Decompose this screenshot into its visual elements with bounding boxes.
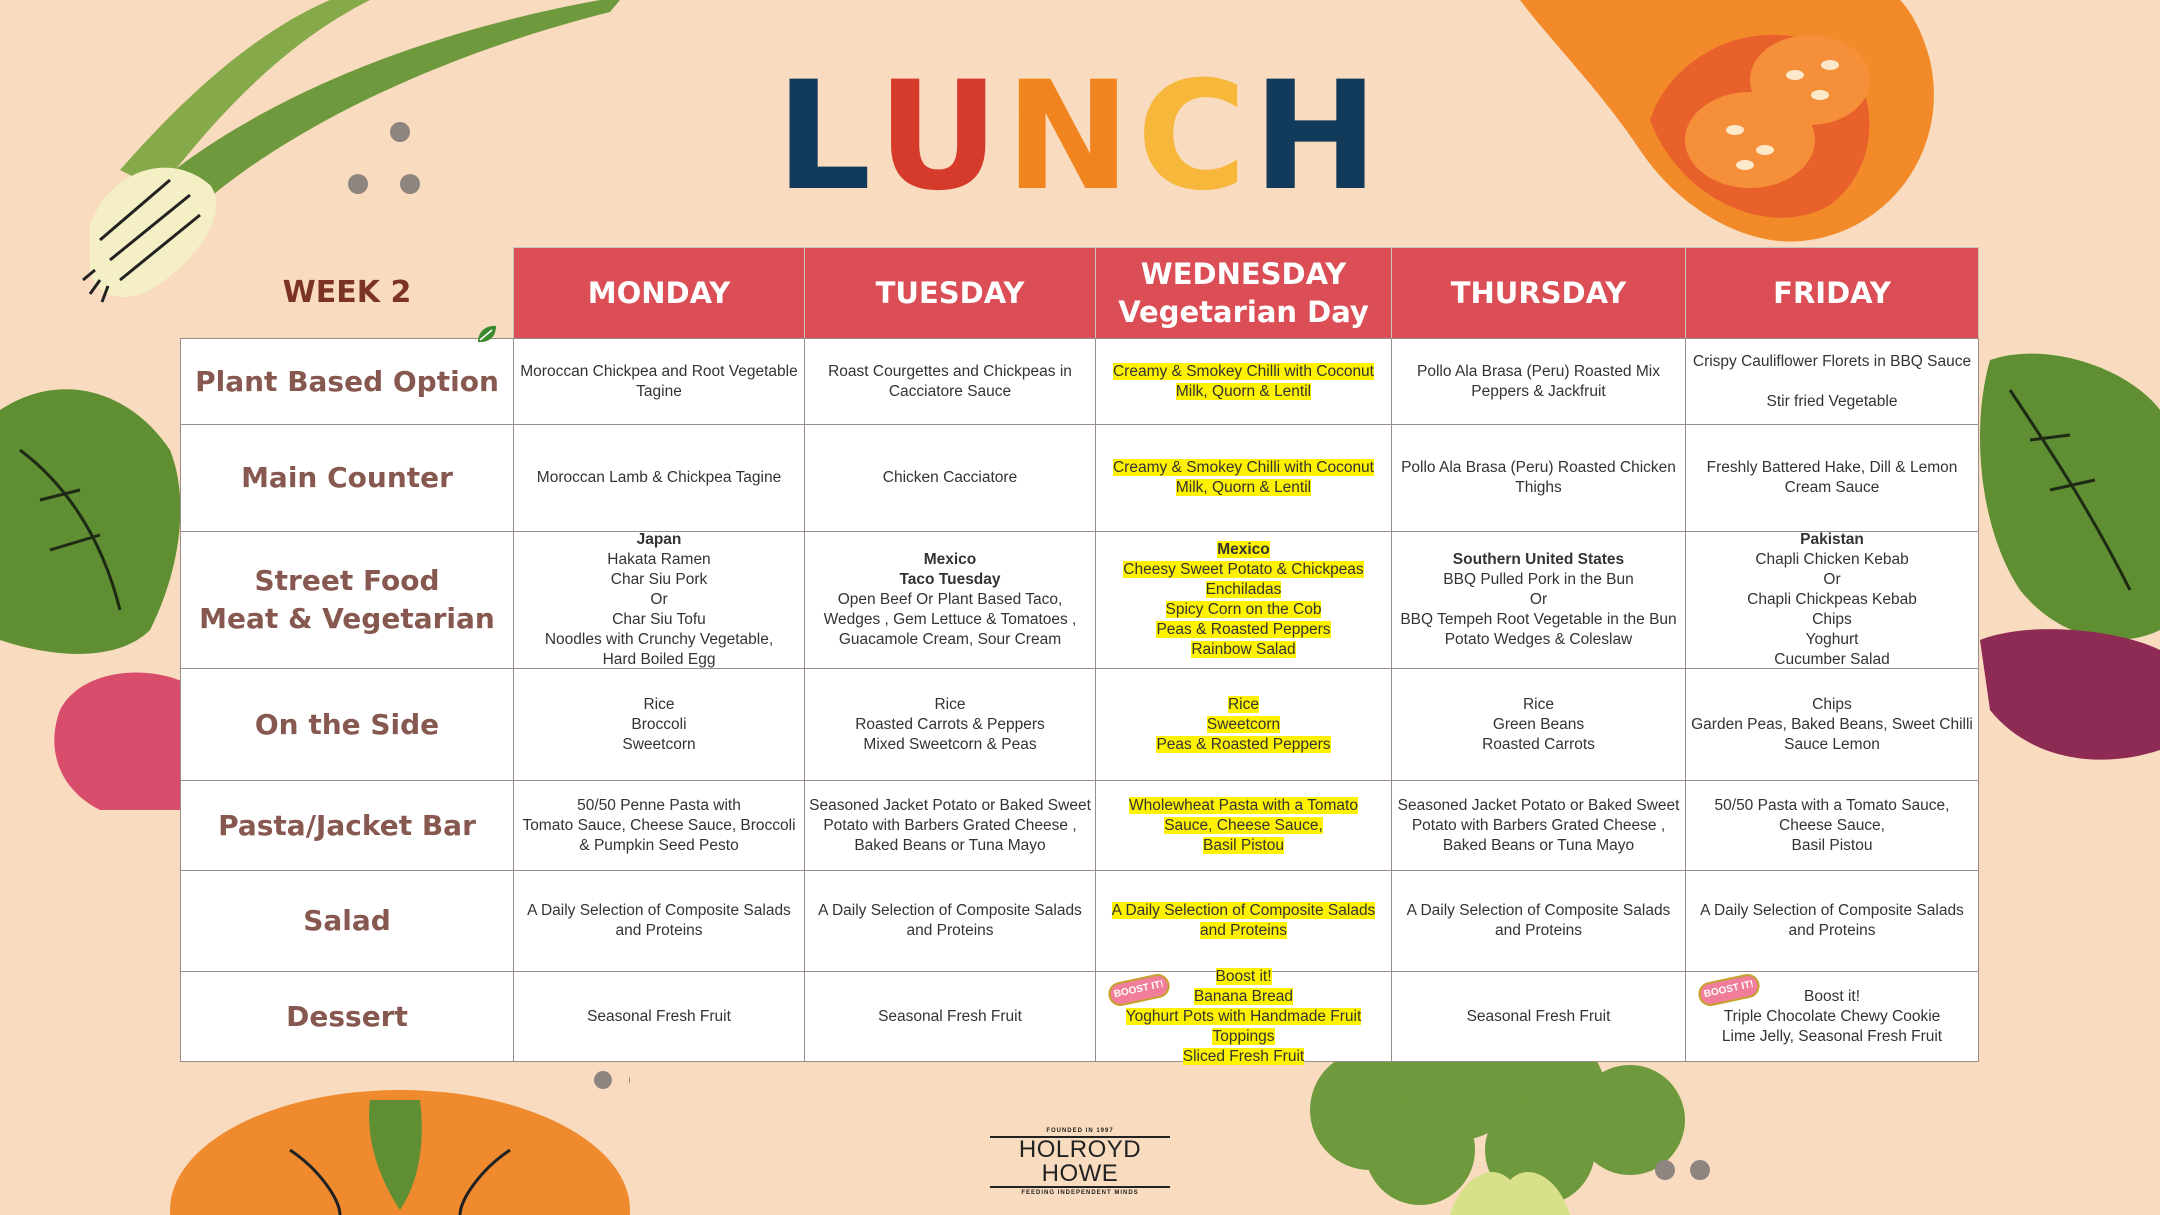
menu-cell <box>513 668 805 781</box>
menu-line: Noodles with Crunchy Vegetable, <box>544 631 774 648</box>
menu-line: Tomato Sauce, Cheese Sauce, Broccoli <box>522 816 796 834</box>
menu-line: Sweetcorn <box>1206 715 1281 733</box>
menu-line: Potato Wedges & Coleslaw <box>1444 631 1633 648</box>
menu-line: Open Beef Or Plant Based Taco, Wedges , Gem Lettuce & Tomatoes , Guacamole Cream, Sour Cream <box>823 591 1077 648</box>
day-label: MONDAY <box>587 276 731 310</box>
menu-line: Rice <box>934 695 966 713</box>
menu-line: Rice <box>1522 695 1554 713</box>
menu-line: Sliced Fresh Fruit <box>1182 1047 1305 1065</box>
menu-cell <box>1391 531 1686 669</box>
menu-line: Cheesy Sweet Potato & Chickpeas <box>1123 561 1364 578</box>
menu-line: Basil Pistou <box>1203 836 1284 854</box>
menu-line: Boost it! <box>1215 967 1272 985</box>
menu-line: Peas & Roasted Peppers <box>1156 621 1331 638</box>
day-label: FRIDAY <box>1773 276 1891 310</box>
menu-line: A Daily Selection of Composite Salads and Proteins <box>1406 902 1671 939</box>
menu-cell <box>804 971 1096 1062</box>
menu-cell <box>1095 870 1392 972</box>
menu-line: Sauce, Cheese Sauce, <box>1164 816 1323 834</box>
menu-line: Or <box>1823 571 1841 588</box>
menu-cell <box>1685 780 1979 871</box>
menu-line: Mixed Sweetcorn & Peas <box>863 735 1037 753</box>
menu-line <box>1830 372 1834 392</box>
menu-line: Seasonal Fresh Fruit <box>878 1007 1022 1025</box>
row-label: Pasta/Jacket Bar <box>180 780 514 871</box>
menu-cell <box>1095 424 1392 532</box>
title-letter: N <box>1005 50 1137 224</box>
menu-line: Japan <box>636 531 682 548</box>
menu-line: Milk, Quorn & Lentil <box>1175 382 1312 400</box>
menu-line: Chips <box>1812 611 1852 628</box>
row-label: Main Counter <box>180 424 514 532</box>
menu-line: Pollo Ala Brasa (Peru) Roasted Chicken Thighs <box>1401 459 1676 496</box>
menu-line: Seasonal Fresh Fruit <box>1466 1007 1611 1025</box>
holroyd-howe-logo <box>990 1128 1170 1196</box>
menu-line: Garden Peas, Baked Beans, Sweet Chilli Sauce Lemon <box>1691 715 1973 753</box>
menu-cell <box>1095 967 1392 1065</box>
menu-cell <box>1095 780 1392 871</box>
menu-cell <box>1685 531 1979 669</box>
logo-tagline: FEEDING INDEPENDENT MINDS <box>1021 1190 1139 1196</box>
menu-line: Moroccan Lamb & Chickpea Tagine <box>536 469 782 486</box>
menu-line: Creamy & Smokey Chilli with Coconut <box>1112 459 1374 476</box>
menu-cell <box>1685 971 1979 1062</box>
day-label: WEDNESDAY Vegetarian Day <box>1118 257 1369 329</box>
menu-line: & Pumpkin Seed Pesto <box>579 836 739 854</box>
boost-it-badge-icon: BOOST IT! <box>1696 972 1762 1008</box>
title-letter: L <box>775 50 878 224</box>
menu-line: Mexico <box>1217 541 1270 558</box>
menu-line: Creamy & Smokey Chilli with Coconut <box>1112 362 1374 380</box>
menu-line: Cheese Sauce, <box>1779 816 1885 834</box>
menu-line: Or <box>650 591 668 608</box>
lunch-title <box>0 50 2160 224</box>
menu-line: Green Beans <box>1492 715 1585 733</box>
menu-line: Enchiladas <box>1205 581 1282 598</box>
menu-line: Mexico <box>923 551 977 568</box>
menu-line: Freshly Battered Hake, Dill & Lemon Cream Sauce <box>1706 459 1958 496</box>
menu-cell <box>1391 338 1686 425</box>
menu-line: Southern United States <box>1452 551 1625 568</box>
menu-line: Triple Chocolate Chewy Cookie <box>1723 1007 1941 1025</box>
menu-line: Seasonal Fresh Fruit <box>587 1007 731 1025</box>
menu-line: Chapli Chickpeas Kebab <box>1747 591 1917 608</box>
menu-line: Pakistan <box>1800 531 1864 548</box>
logo-brand: HOLROYD HOWE <box>990 1136 1170 1188</box>
beetroot-right-illustration <box>1970 330 2160 770</box>
menu-cell <box>804 668 1096 781</box>
menu-line: Rainbow Salad <box>1191 641 1296 658</box>
menu-cell <box>1685 424 1979 532</box>
menu-line: Seasoned Jacket Potato or Baked Sweet Potato with Barbers Grated Cheese , Baked Beans or Tuna Mayo <box>809 796 1091 854</box>
menu-line: Yoghurt Pots with Handmade Fruit <box>1125 1007 1362 1025</box>
menu-cell <box>1095 668 1392 781</box>
menu-cell <box>1685 338 1979 425</box>
menu-line: Stir fried Vegetable <box>1766 392 1898 410</box>
menu-line: Chips <box>1812 695 1852 713</box>
menu-line: Chicken Cacciatore <box>882 469 1018 486</box>
day-header-monday <box>513 247 805 339</box>
day-header-thursday <box>1391 247 1686 339</box>
title-letter: C <box>1136 50 1253 224</box>
row-label: Plant Based Option <box>180 338 514 425</box>
row-label: Salad <box>180 870 514 972</box>
menu-line: Wholewheat Pasta with a Tomato <box>1129 796 1358 814</box>
menu-line: Broccoli <box>631 715 687 733</box>
menu-line: Spicy Corn on the Cob <box>1165 601 1322 618</box>
menu-line: Roasted Carrots <box>1482 735 1595 753</box>
menu-line: Pollo Ala Brasa (Peru) Roasted Mix Peppers & Jackfruit <box>1417 362 1660 400</box>
boost-it-badge-icon: BOOST IT! <box>1106 972 1172 1008</box>
menu-line: 50/50 Penne Pasta with <box>577 796 741 814</box>
menu-line: Hakata Ramen <box>607 551 711 568</box>
menu-cell <box>1685 668 1979 781</box>
menu-line: A Daily Selection of Composite Salads and Proteins <box>818 902 1082 939</box>
menu-line: Char Siu Tofu <box>612 611 706 628</box>
menu-line: Banana Bread <box>1193 987 1294 1005</box>
menu-line: Milk, Quorn & Lentil <box>1175 479 1312 496</box>
menu-cell <box>513 338 805 425</box>
menu-cell <box>1391 971 1686 1062</box>
beetroot-left-illustration <box>0 330 200 810</box>
menu-line: Chapli Chicken Kebab <box>1755 551 1909 568</box>
day-label: THURSDAY <box>1450 276 1627 310</box>
title-letter: H <box>1252 50 1385 224</box>
menu-line: Rice <box>1227 695 1259 713</box>
menu-line: Basil Pistou <box>1791 836 1873 854</box>
menu-line: BBQ Pulled Pork in the Bun <box>1443 571 1634 588</box>
menu-line: BBQ Tempeh Root Vegetable in the Bun <box>1400 611 1677 628</box>
menu-cell <box>804 424 1096 532</box>
menu-line: Lime Jelly, Seasonal Fresh Fruit <box>1721 1027 1943 1045</box>
day-header-wednesday <box>1095 247 1392 339</box>
menu-cell <box>804 870 1096 972</box>
week-label: WEEK 2 <box>282 275 412 310</box>
menu-line: Taco Tuesday <box>899 571 1001 588</box>
menu-cell <box>513 531 805 669</box>
pumpkin-illustration <box>170 1060 630 1215</box>
menu-line: Roast Courgettes and Chickpeas in Cacciatore Sauce <box>828 362 1072 400</box>
menu-cell <box>513 424 805 532</box>
title-letter: U <box>877 50 1006 224</box>
menu-cell <box>1391 424 1686 532</box>
row-label: Dessert <box>180 971 514 1062</box>
menu-cell <box>1391 870 1686 972</box>
menu-line: Moroccan Chickpea and Root Vegetable Tagine <box>520 362 798 400</box>
menu-line: Sweetcorn <box>622 735 696 753</box>
row-label: On the Side <box>180 668 514 781</box>
menu-cell <box>513 971 805 1062</box>
menu-cell <box>804 780 1096 871</box>
day-header-tuesday <box>804 247 1096 339</box>
menu-table <box>180 247 1978 1065</box>
menu-line: Roasted Carrots & Peppers <box>855 715 1045 733</box>
menu-line: A Daily Selection of Composite Salads and Proteins <box>1700 902 1964 939</box>
menu-line: Peas & Roasted Peppers <box>1156 735 1331 753</box>
menu-line: Toppings <box>1212 1027 1275 1045</box>
menu-line: Yoghurt <box>1805 631 1859 648</box>
menu-cell <box>1095 531 1392 669</box>
menu-cell <box>1391 780 1686 871</box>
day-label: TUESDAY <box>875 276 1025 310</box>
menu-cell <box>804 531 1096 669</box>
menu-line: Crispy Cauliflower Florets in BBQ Sauce <box>1692 352 1972 370</box>
row-label: Street Food Meat & Vegetarian <box>180 531 514 669</box>
menu-cell <box>513 870 805 972</box>
menu-line: and Proteins <box>1199 922 1288 939</box>
menu-line: Or <box>1529 591 1548 608</box>
menu-cell <box>1685 870 1979 972</box>
menu-line: Hard Boiled Egg <box>602 651 716 668</box>
menu-line: 50/50 Pasta with a Tomato Sauce, <box>1714 796 1950 814</box>
logo-founded: FOUNDED IN 1997 <box>1046 1128 1114 1134</box>
menu-cell <box>513 780 805 871</box>
menu-line: A Daily Selection of Composite Salads <box>1111 902 1376 919</box>
day-header-friday <box>1685 247 1979 339</box>
menu-line: Char Siu Pork <box>610 571 708 588</box>
plant-based-leaf-icon <box>474 322 500 348</box>
menu-line: Boost it! <box>1804 987 1860 1005</box>
menu-cell <box>804 338 1096 425</box>
menu-line: Cucumber Salad <box>1774 651 1890 668</box>
menu-line: A Daily Selection of Composite Salads and Proteins <box>527 902 791 939</box>
menu-line: Seasoned Jacket Potato or Baked Sweet Potato with Barbers Grated Cheese , Baked Beans or Tuna Mayo <box>1397 796 1680 854</box>
menu-line: Rice <box>643 695 675 713</box>
menu-cell <box>1095 338 1392 425</box>
menu-cell <box>1391 668 1686 781</box>
week-corner <box>180 247 514 339</box>
